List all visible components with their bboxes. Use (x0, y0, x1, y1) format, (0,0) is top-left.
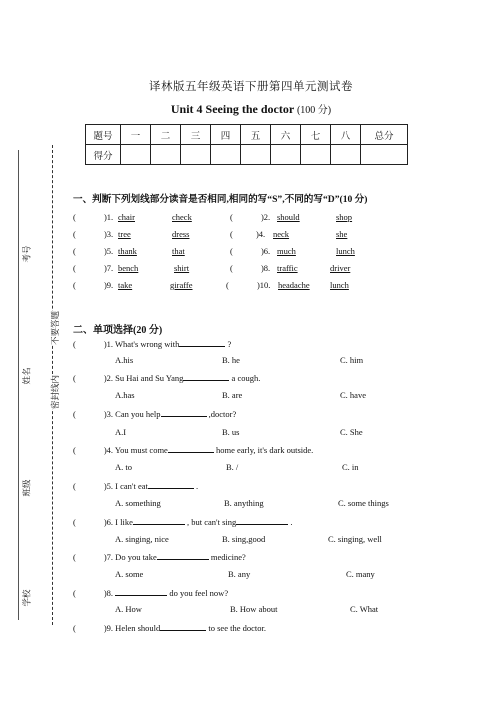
score-input-cell[interactable] (151, 145, 181, 165)
item-num: )4. (255, 229, 266, 239)
s1-item-1 (73, 212, 113, 222)
score-input-cell[interactable] (331, 145, 361, 165)
s1-word: chair (118, 212, 135, 222)
score-input-cell[interactable] (211, 145, 241, 165)
fill-blank[interactable] (168, 444, 214, 453)
s1-item-10 (226, 280, 270, 290)
s1-word: should (277, 212, 300, 222)
score-header-cell: 八 (331, 125, 361, 145)
q-text: )4. You must come (103, 445, 168, 455)
item-num: )3. (103, 229, 114, 239)
option-a[interactable]: A. to (115, 462, 132, 472)
item-num: )5. (103, 246, 114, 256)
score-input-cell[interactable] (301, 145, 331, 165)
sidebar-xingming: 姓名 (21, 367, 32, 385)
q-text: to see the doctor. (208, 623, 266, 633)
s2-question-9: ( )9. Helen should to see the doctor. (73, 623, 266, 633)
s1-word: take (118, 280, 133, 290)
option-b[interactable]: B. us (222, 427, 240, 437)
s1-item-7 (73, 263, 113, 273)
s2-question-5: ( )5. I can't eat . (73, 481, 199, 491)
s1-item-4 (230, 229, 265, 239)
title-en-text: Unit 4 Seeing the doctor (170, 102, 294, 116)
q-text: )1. What's wrong with (103, 339, 180, 349)
score-table-score-row (86, 145, 408, 165)
fill-blank[interactable] (157, 551, 209, 560)
score-header-cell: 六 (271, 125, 301, 145)
score-header-cell: 四 (211, 125, 241, 145)
option-c[interactable]: C. She (340, 427, 363, 437)
q-text: )6. I like (103, 517, 133, 527)
s1-word: tree (118, 229, 131, 239)
s1-word: giraffe (170, 280, 193, 290)
s1-word: traffic (277, 263, 298, 273)
s1-word: she (336, 229, 348, 239)
paren: ( (73, 280, 76, 290)
score-header-cell: 七 (301, 125, 331, 145)
score-header-cell: 一 (121, 125, 151, 145)
q-text: . (195, 481, 199, 491)
score-table (85, 124, 408, 165)
s2-question-4: ( )4. You must come home early, it's dark outside. (73, 445, 314, 455)
q-text: )8. (103, 588, 114, 598)
item-num: )10. (256, 280, 271, 290)
option-c[interactable]: C. in (342, 462, 359, 472)
q-text: )2. Su Hai and Su Yang (103, 373, 184, 383)
fill-blank[interactable] (148, 480, 194, 489)
s2-question-6: ( )6. I like , but can't sing . (73, 517, 293, 527)
sidebar-kaohao: 考号 (21, 245, 32, 263)
score-header-cell: 题号 (86, 125, 121, 145)
item-num: )9. (103, 280, 114, 290)
paren: ( (226, 280, 229, 290)
paren: ( (230, 229, 233, 239)
s1-word: shirt (174, 263, 190, 273)
q-text: do you feel now? (169, 588, 229, 598)
option-a[interactable]: A. singing, nice (115, 534, 169, 544)
option-a[interactable]: A.his (115, 355, 134, 365)
paren: ( (230, 212, 233, 222)
option-c[interactable]: C. singing, well (328, 534, 382, 544)
score-row-label: 得分 (86, 145, 121, 165)
q-text: medicine? (210, 552, 246, 562)
paren: ( (73, 212, 76, 222)
option-b[interactable]: B. sing,good (222, 534, 266, 544)
s1-word: headache (278, 280, 310, 290)
item-num: )8. (260, 263, 271, 273)
score-input-cell[interactable] (271, 145, 301, 165)
score-header-cell: 五 (241, 125, 271, 145)
option-a[interactable]: A. How (115, 604, 142, 614)
fill-blank[interactable] (115, 587, 167, 596)
s2-question-1: ( )1. What's wrong with ? (73, 339, 232, 349)
item-num: )7. (103, 263, 114, 273)
score-header-cell: 总分 (361, 125, 408, 145)
option-a[interactable]: A. some (115, 569, 144, 579)
option-a[interactable]: A. something (115, 498, 161, 508)
s1-word: bench (118, 263, 139, 273)
q-text: a cough. (231, 373, 261, 383)
s1-item-8 (230, 263, 270, 273)
section1-heading: 一、判断下列划线部分读音是否相同,相同的写“S”,不同的写“D”(10 分) (73, 194, 368, 205)
q-text: ,doctor? (208, 409, 237, 419)
s1-word: much (277, 246, 296, 256)
option-a[interactable]: A.has (115, 390, 135, 400)
title-points: (100 分) (296, 105, 332, 116)
paren: ( (73, 263, 76, 273)
paren: ( (230, 246, 233, 256)
s1-word: dress (172, 229, 190, 239)
option-b[interactable]: B. How about (230, 604, 278, 614)
sidebar-no-answer: 不要答题 (50, 310, 61, 346)
sidebar-seal-line: 密封线内 (50, 374, 61, 410)
option-c[interactable]: C. him (340, 355, 364, 365)
option-c[interactable]: C. many (346, 569, 375, 579)
page-title-cn: 译林版五年级英语下册第四单元测试卷 (149, 81, 353, 93)
q-text: . (290, 517, 293, 527)
s1-item-5 (73, 246, 113, 256)
score-table-header-row (86, 125, 408, 145)
s1-word: thank (118, 246, 137, 256)
item-num: )6. (260, 246, 271, 256)
score-input-cell[interactable] (121, 145, 151, 165)
s1-item-9 (73, 280, 113, 290)
option-a[interactable]: A.I (115, 427, 127, 437)
item-num: )2. (260, 212, 271, 222)
fill-blank[interactable] (183, 372, 229, 381)
s2-question-7: ( )7. Do you take medicine? (73, 552, 246, 562)
section2-heading: 二、单项选择(20 分) (73, 325, 163, 336)
fill-blank[interactable] (236, 516, 288, 525)
fill-blank[interactable] (133, 516, 185, 525)
page-title-en (0, 101, 502, 117)
score-input-cell[interactable] (181, 145, 211, 165)
score-input-cell[interactable] (361, 145, 408, 165)
s1-word: driver (330, 263, 351, 273)
item-num: )1. (103, 212, 114, 222)
s1-item-6 (230, 246, 270, 256)
option-c[interactable]: C. What (350, 604, 379, 614)
option-c[interactable]: C. some things (338, 498, 389, 508)
q-text: )5. I can't eat (103, 481, 148, 491)
sidebar-solid-line (18, 150, 19, 620)
q-text: ? (227, 339, 232, 349)
s1-word: check (172, 212, 192, 222)
paren: ( (230, 263, 233, 273)
sidebar-xuexiao: 学校 (21, 589, 32, 607)
fill-blank[interactable] (160, 622, 206, 631)
paren: ( (73, 246, 76, 256)
score-header-cell: 二 (151, 125, 181, 145)
s1-word: neck (273, 229, 290, 239)
s1-word: lunch (336, 246, 355, 256)
s1-word: that (172, 246, 185, 256)
q-text: )7. Do you take (103, 552, 157, 562)
s1-item-2 (230, 212, 270, 222)
option-b[interactable]: B. any (228, 569, 251, 579)
option-c[interactable]: C. have (340, 390, 366, 400)
score-input-cell[interactable] (241, 145, 271, 165)
paren: ( (73, 229, 76, 239)
fill-blank[interactable] (179, 338, 225, 347)
q-text: , but can't sing (187, 517, 237, 527)
option-b[interactable]: B. anything (224, 498, 264, 508)
s1-word: lunch (330, 280, 349, 290)
s2-question-2: ( )2. Su Hai and Su Yang a cough. (73, 373, 261, 383)
option-b[interactable]: B. / (226, 462, 239, 472)
s2-question-3: ( )3. Can you help ,doctor? (73, 409, 237, 419)
option-b[interactable]: B. he (222, 355, 240, 365)
q-text: )9. Helen should (103, 623, 161, 633)
s1-item-3 (73, 229, 113, 239)
s1-word: shop (336, 212, 353, 222)
option-b[interactable]: B. are (222, 390, 243, 400)
q-text: )3. Can you help (103, 409, 161, 419)
score-header-cell: 三 (181, 125, 211, 145)
sidebar-banji: 班级 (21, 479, 32, 497)
q-text: home early, it's dark outside. (215, 445, 314, 455)
fill-blank[interactable] (161, 408, 207, 417)
s2-question-8: ( )8. do you feel now? (73, 588, 229, 598)
